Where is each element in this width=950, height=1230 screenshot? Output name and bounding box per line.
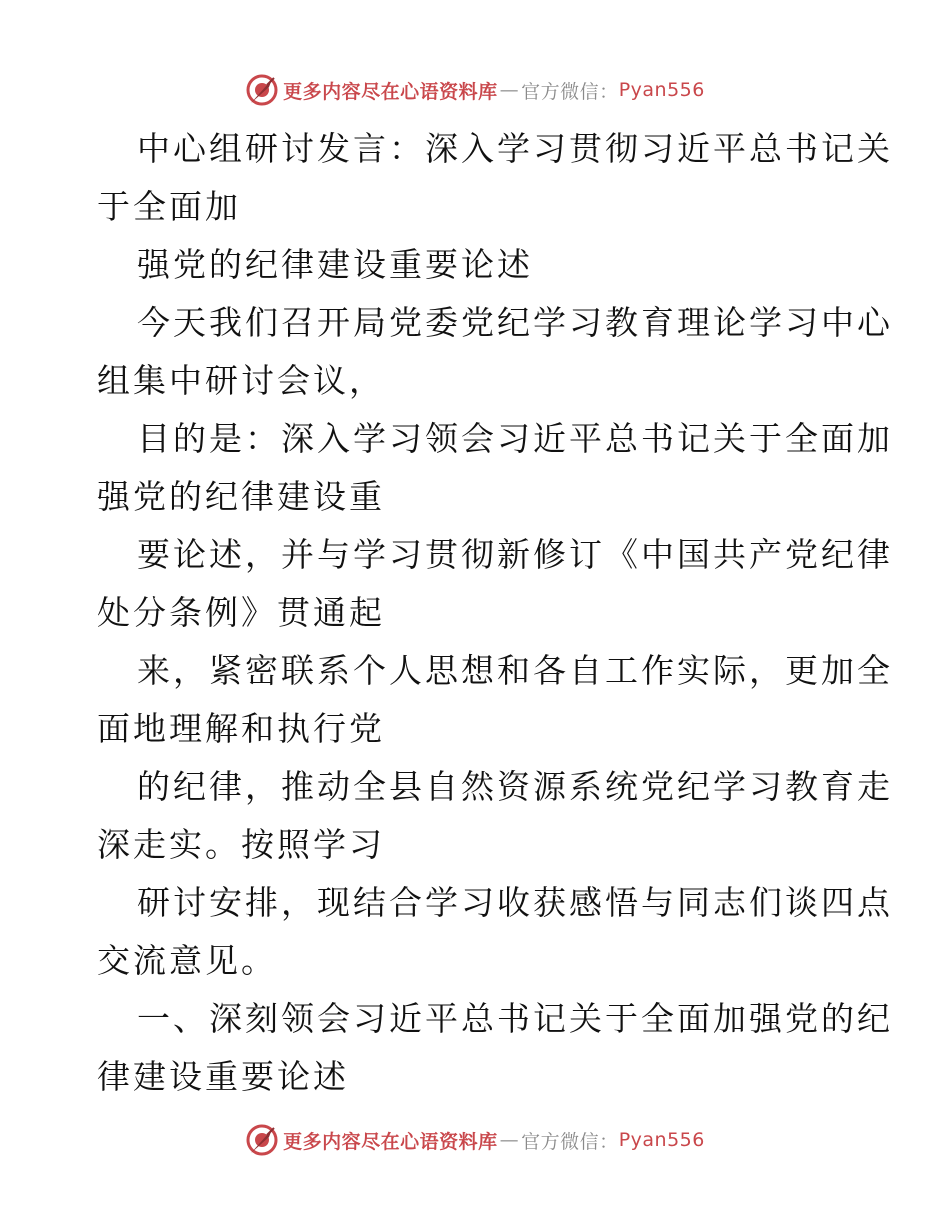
body-line: 一、深刻领会习近平总书记关于全面加强党的纪 [137, 999, 893, 1038]
body-line: 处分条例》贯通起 [97, 593, 385, 632]
pen-logo-icon [245, 1123, 279, 1157]
body-line: 目的是：深入学习领会习近平总书记关于全面加 [137, 419, 893, 458]
watermark-dash: — [499, 1129, 520, 1151]
body-line: 中心组研讨发言：深入学习贯彻习近平总书记关 [137, 129, 893, 168]
body-line: 来，紧密联系个人思想和各自工作实际，更加全 [137, 651, 893, 690]
body-line: 强党的纪律建设重要论述 [137, 245, 533, 284]
watermark-sub-text: 官方微信： [521, 1130, 619, 1153]
body-line: 组集中研讨会议， [97, 361, 385, 400]
body-line: 律建设重要论述 [97, 1057, 349, 1096]
watermark-main-text: 更多内容尽在心语资料库 [283, 1130, 498, 1153]
footer-watermark [0, 1123, 950, 1157]
body-line: 交流意见。 [97, 941, 277, 980]
document-body [97, 120, 893, 1106]
body-line: 于全面加 [97, 187, 241, 226]
watermark-wechat-id: Pyan556 [618, 1129, 705, 1151]
watermark-wechat-id: Pyan556 [618, 79, 705, 101]
watermark-dash: — [499, 79, 520, 101]
watermark-sub-text: 官方微信： [521, 80, 619, 103]
body-line: 今天我们召开局党委党纪学习教育理论学习中心 [137, 303, 893, 342]
body-line: 的纪律，推动全县自然资源系统党纪学习教育走 [137, 767, 893, 806]
body-line: 面地理解和执行党 [97, 709, 385, 748]
body-line: 强党的纪律建设重 [97, 477, 385, 516]
body-line: 深走实。按照学习 [97, 825, 385, 864]
pen-logo-icon [245, 73, 279, 107]
watermark-main-text: 更多内容尽在心语资料库 [283, 80, 498, 103]
header-watermark [0, 73, 950, 107]
body-line: 要论述，并与学习贯彻新修订《中国共产党纪律 [137, 535, 893, 574]
body-line: 研讨安排，现结合学习收获感悟与同志们谈四点 [137, 883, 893, 922]
